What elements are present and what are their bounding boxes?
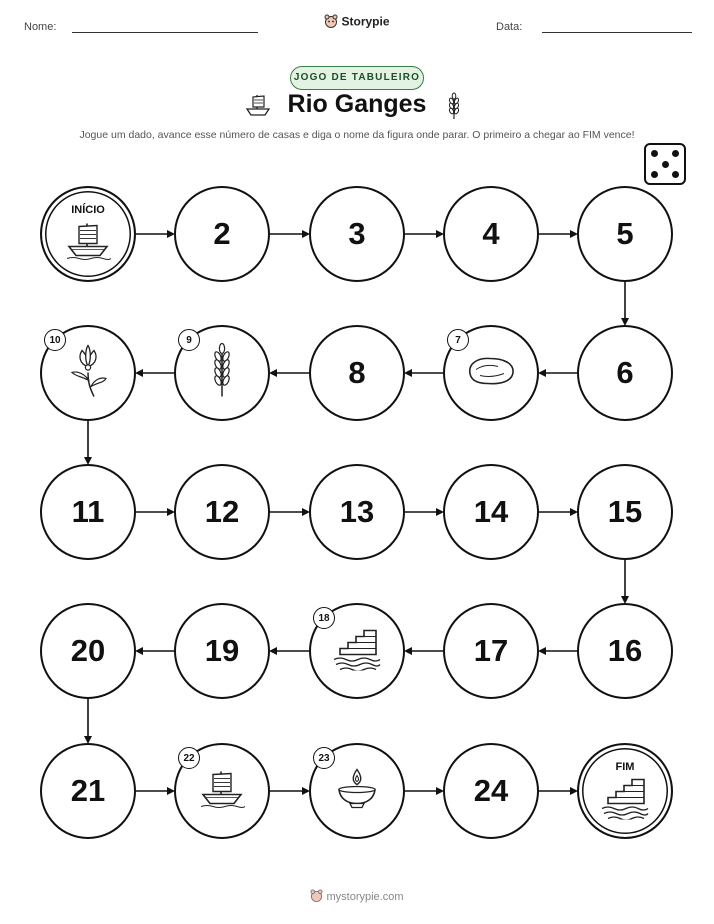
diya-lamp-icon [334, 766, 380, 817]
end-space [577, 743, 673, 839]
space-number: 3 [348, 216, 366, 251]
start-space [40, 186, 136, 282]
boat-icon [199, 769, 245, 814]
name-label: Nome: [24, 21, 57, 33]
board-space-24 [443, 743, 539, 839]
start-label: INÍCIO [71, 204, 105, 216]
flower-icon [68, 343, 108, 404]
board-space-15 [577, 464, 673, 560]
space-number: 21 [70, 773, 106, 808]
space-number: 24 [473, 773, 509, 808]
space-number: 15 [607, 494, 643, 529]
end-label: FIM [615, 761, 635, 773]
space-number: 20 [70, 633, 106, 668]
space-number: 2 [213, 216, 231, 251]
rock-icon [464, 354, 518, 393]
board-space-19 [174, 603, 270, 699]
board-space-13 [309, 464, 405, 560]
board-space-22 [174, 743, 270, 839]
board-space-14 [443, 464, 539, 560]
wheat-icon [209, 343, 235, 404]
boat-icon [65, 221, 111, 266]
space-number: 19 [204, 633, 240, 668]
space-number-badge: 23 [313, 747, 335, 769]
board-space-17 [443, 603, 539, 699]
space-number: 4 [482, 216, 500, 251]
space-number: 17 [473, 633, 509, 668]
space-number-badge: 10 [44, 329, 66, 351]
board-space-16 [577, 603, 673, 699]
space-number: 8 [348, 355, 366, 390]
board-space-5 [577, 186, 673, 282]
space-number: 6 [616, 355, 634, 390]
footer [0, 889, 714, 905]
board-space-23 [309, 743, 405, 839]
board-space-10 [40, 325, 136, 421]
board-space-6 [577, 325, 673, 421]
board-space-18 [309, 603, 405, 699]
page-title: Rio Ganges [287, 90, 427, 118]
space-number-badge: 7 [447, 329, 469, 351]
board-space-3 [309, 186, 405, 282]
board-space-20 [40, 603, 136, 699]
space-number: 16 [607, 633, 643, 668]
space-number-badge: 18 [313, 607, 335, 629]
space-number: 13 [339, 494, 375, 529]
brand-name: Storypie [341, 14, 390, 29]
space-number: 5 [616, 216, 634, 251]
board-space-21 [40, 743, 136, 839]
footer-url: mystorypie.com [326, 890, 404, 903]
space-number: 11 [71, 494, 105, 529]
board-space-2 [174, 186, 270, 282]
mascot-icon [310, 889, 323, 905]
board-space-11 [40, 464, 136, 560]
space-number: 12 [204, 494, 240, 529]
ghat-steps-icon [600, 776, 650, 825]
space-number-badge: 9 [178, 329, 200, 351]
date-label: Data: [496, 21, 523, 33]
instructions: Jogue um dado, avance esse número de casas e diga o nome da figura onde parar. O primeiro a chegar ao FIM vence! [79, 129, 635, 141]
board-space-9 [174, 325, 270, 421]
board-space-8 [309, 325, 405, 421]
board-space-4 [443, 186, 539, 282]
board-space-12 [174, 464, 270, 560]
space-number: 14 [473, 494, 509, 529]
ghat-steps-icon [332, 627, 382, 676]
board-space-7 [443, 325, 539, 421]
game-type-badge: JOGO DE TABULEIRO [290, 66, 424, 90]
space-number-badge: 22 [178, 747, 200, 769]
